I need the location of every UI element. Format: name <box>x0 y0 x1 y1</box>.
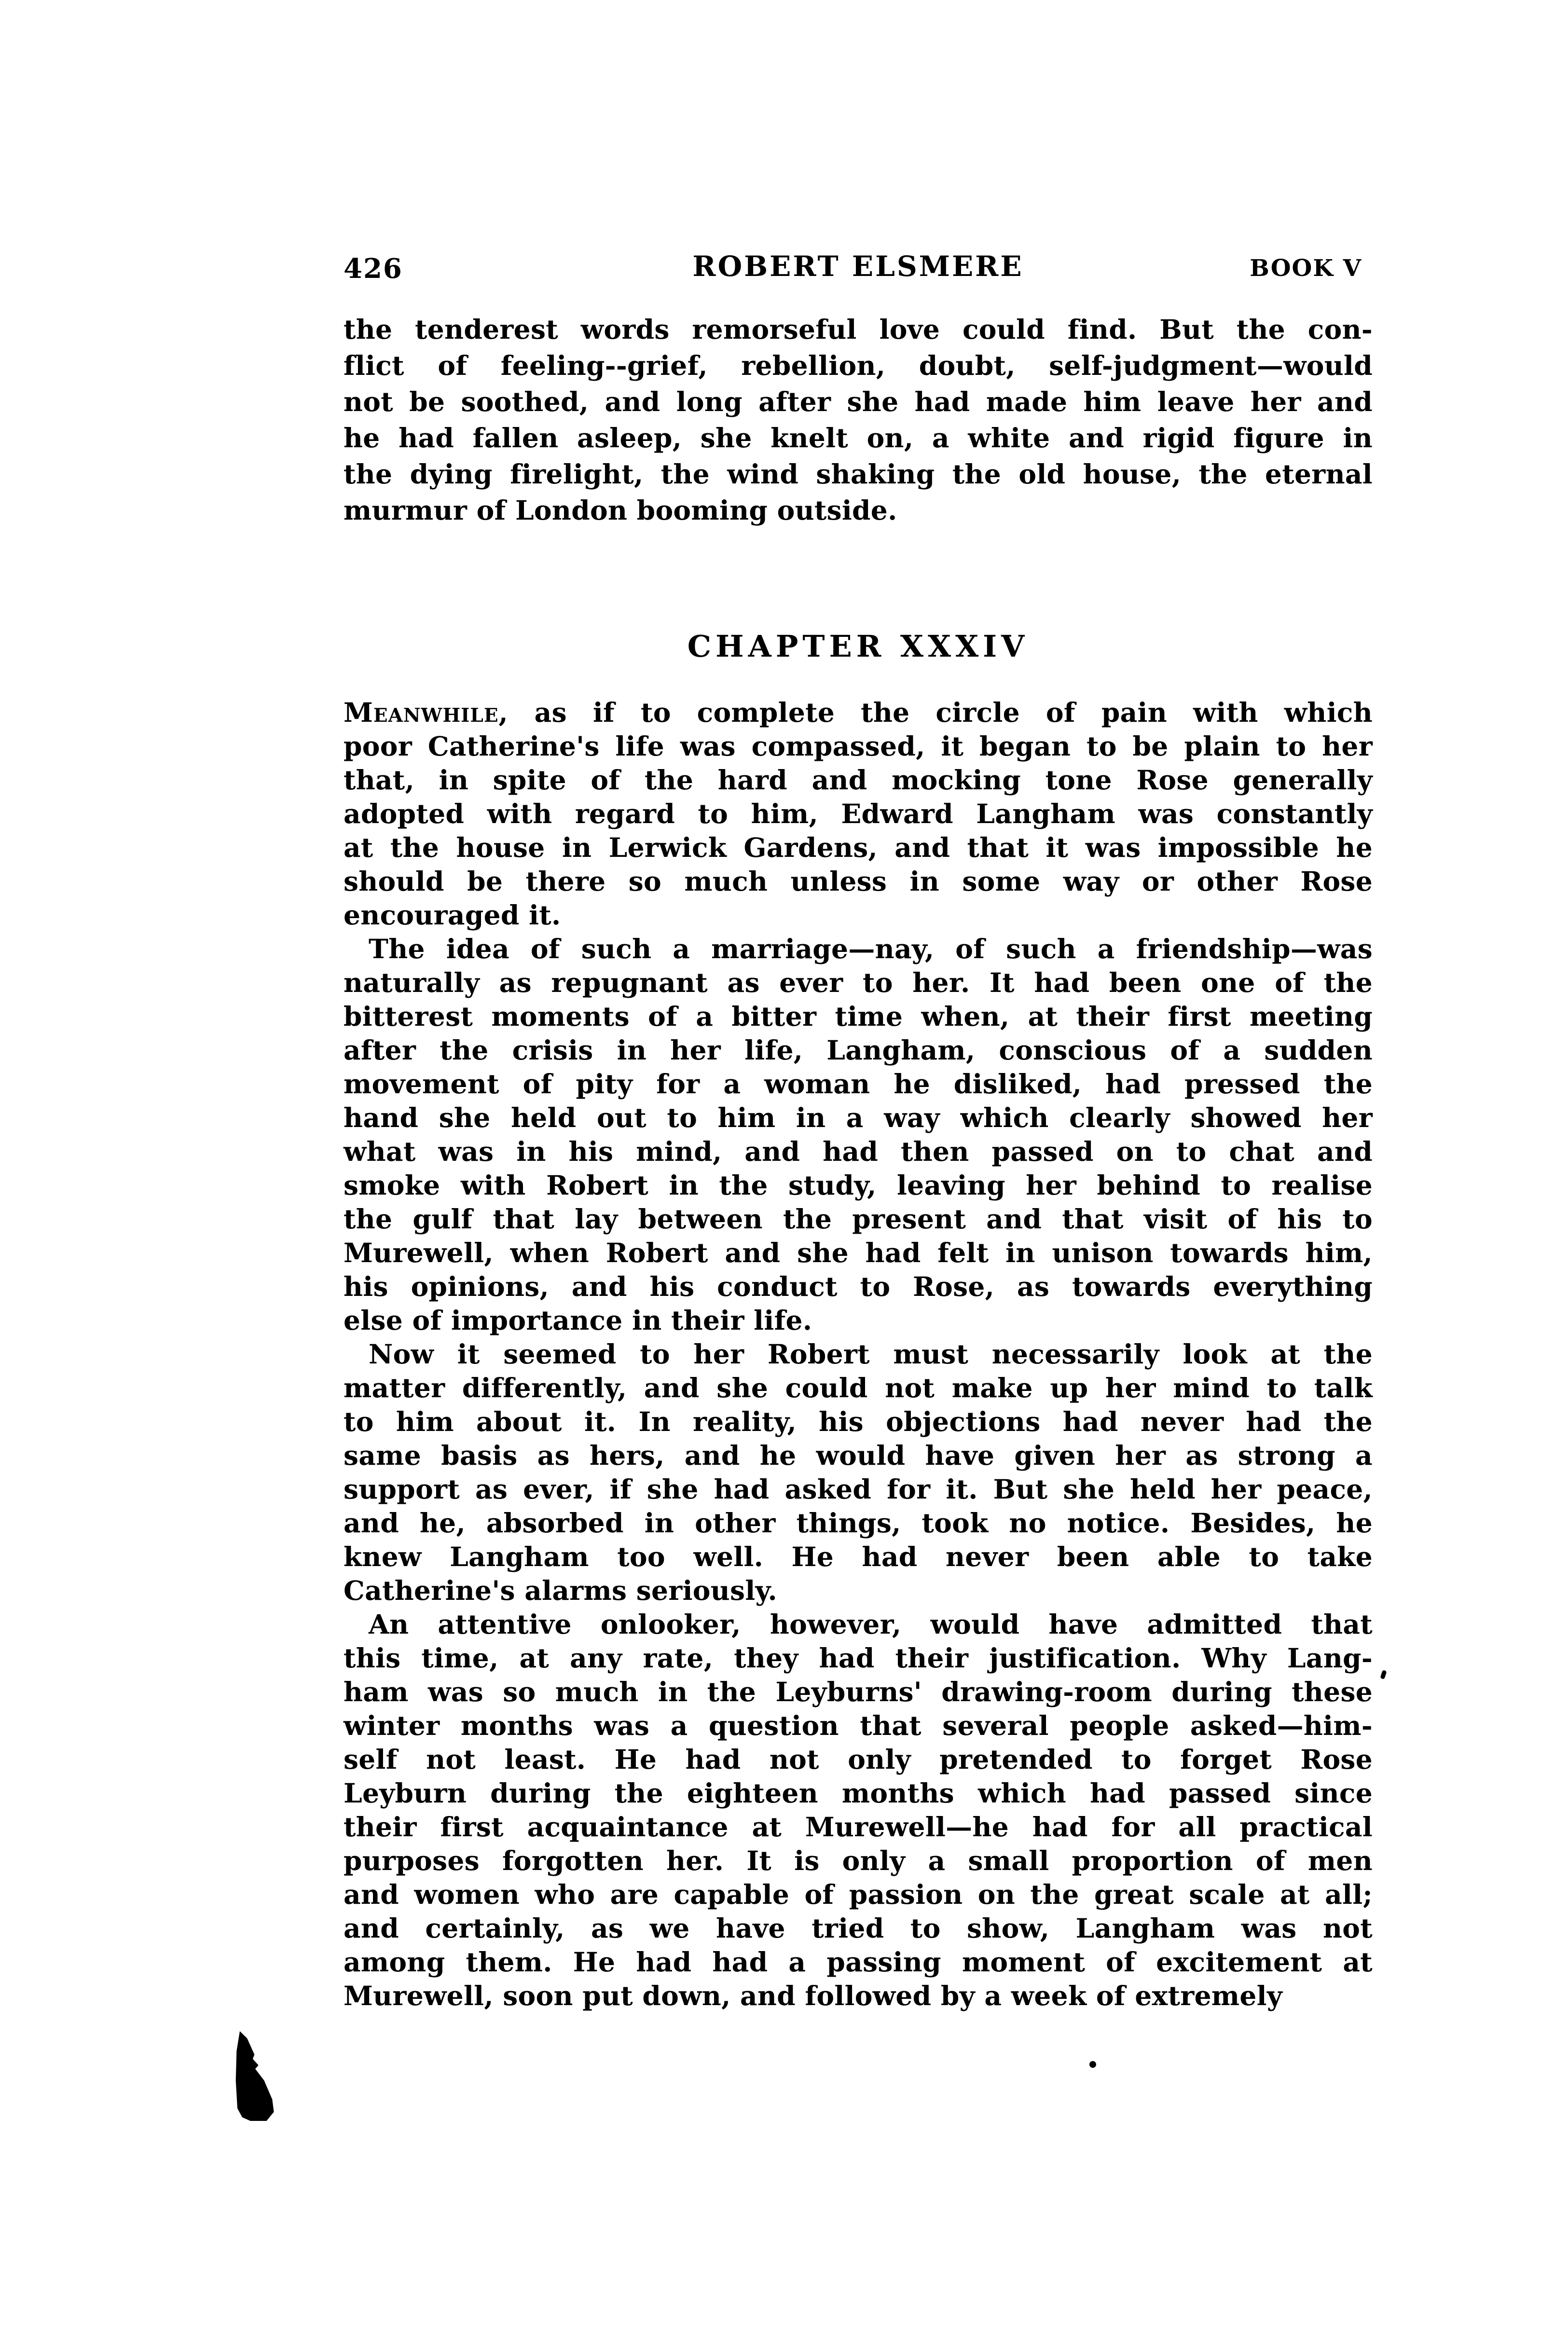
text-line: knew Langham too well. He had never been able to take <box>344 1541 1373 1572</box>
text-line: matter differently, and she could not make up her mind to talk <box>344 1372 1373 1403</box>
text-line: this time, at any rate, they had their justification. Why Lang- <box>344 1642 1373 1674</box>
text-line: the tenderest words remorseful love could find. But the con- <box>344 314 1373 345</box>
text-line: ham was so much in the Leyburns' drawing-room during these <box>344 1676 1373 1707</box>
text-line: encouraged it. <box>344 899 561 931</box>
paragraph <box>344 1608 1373 2013</box>
text-line: poor Catherine's life was compassed, it began to be plain to her <box>344 730 1373 762</box>
text-line: Now it seemed to her Robert must necessarily look at the <box>369 1338 1373 1370</box>
text-line: what was in his mind, and had then passed on to chat and <box>344 1136 1373 1167</box>
running-header <box>344 250 1373 285</box>
text-line: should be there so much unless in some way or other Rose <box>344 866 1373 897</box>
text-line: among them. He had had a passing moment of excitement at <box>344 1946 1373 1978</box>
text-block <box>344 311 1373 2013</box>
text-line: Leyburn during the eighteen months which had passed since <box>344 1777 1373 1809</box>
text-line: support as ever, if she had asked for it. But she held her peace, <box>344 1473 1373 1505</box>
text-line: bitterest moments of a bitter time when, at their first meeting <box>344 1001 1373 1032</box>
text-line: that, in spite of the hard and mocking tone Rose generally <box>344 764 1373 796</box>
text-line: not be soothed, and long after she had made him leave her and <box>344 386 1373 417</box>
text-line: Murewell, soon put down, and followed by a week of extremely <box>344 1980 1283 2011</box>
text-line: self not least. He had not only pretended to forget Rose <box>344 1744 1373 1775</box>
text-line: to him about it. In reality, his objections had never had the <box>344 1406 1373 1437</box>
paragraph <box>344 932 1373 1337</box>
text-line: The idea of such a marriage—nay, of such a friendship—was <box>369 933 1373 964</box>
text-line: Murewell, when Robert and she had felt in unison towards him, <box>344 1237 1373 1268</box>
text-line: and women who are capable of passion on the great scale at all; <box>344 1879 1373 1910</box>
text-line: hand she held out to him in a way which clearly showed her <box>344 1102 1373 1133</box>
text-line: else of importance in their life. <box>344 1305 812 1336</box>
ink-mark <box>1380 1670 1387 1679</box>
page-number: 426 <box>344 253 403 285</box>
paragraph <box>344 1337 1373 1608</box>
ink-speck <box>1089 2061 1096 2068</box>
text-line: smoke with Robert in the study, leaving her behind to realise <box>344 1169 1373 1201</box>
header-book-label: BOOK V <box>1250 255 1362 282</box>
text-line: he had fallen asleep, she knelt on, a white and rigid figure in <box>344 422 1373 454</box>
text-line: winter months was a question that several people asked—him- <box>344 1710 1373 1741</box>
paragraph <box>344 311 1373 528</box>
text-line: Catherine's alarms seriously. <box>344 1575 777 1606</box>
ink-blot <box>235 2031 275 2121</box>
text-line: and certainly, as we have tried to show, Langham was not <box>344 1912 1373 1944</box>
text-line: movement of pity for a woman he disliked, had pressed the <box>344 1068 1373 1100</box>
text-line: murmur of London booming outside. <box>344 495 897 526</box>
text-line: their first acquaintance at Murewell—he had for all practical <box>344 1811 1373 1843</box>
text-line: An attentive onlooker, however, would have admitted that <box>369 1609 1373 1640</box>
text-line: after the crisis in her life, Langham, conscious of a sudden <box>344 1034 1373 1066</box>
text-line: adopted with regard to him, Edward Langham was constantly <box>344 798 1373 829</box>
text-line: the gulf that lay between the present and that visit of his to <box>344 1203 1373 1235</box>
text-line: flict of feeling--grief, rebellion, doubt, self-judgment—would <box>344 350 1373 381</box>
smallcaps-lead: Meanwhile, <box>344 697 509 728</box>
text-line: his opinions, and his conduct to Rose, as towards everything <box>344 1271 1373 1302</box>
text-line <box>344 696 1373 729</box>
paragraph <box>344 696 1373 932</box>
text-line: naturally as repugnant as ever to her. It had been one of the <box>344 967 1373 998</box>
text-line: and he, absorbed in other things, took no notice. Besides, he <box>344 1507 1373 1539</box>
chapter-heading: CHAPTER XXXIV <box>687 629 1029 664</box>
text-line: purposes forgotten her. It is only a small proportion of men <box>344 1845 1373 1876</box>
text-line: at the house in Lerwick Gardens, and that it was impossible he <box>344 832 1373 863</box>
line-rest: as if to complete the circle of pain with which <box>508 697 1373 728</box>
header-title: ROBERT ELSMERE <box>692 250 1024 283</box>
text-line: the dying firelight, the wind shaking the old house, the eternal <box>344 458 1373 490</box>
text-line: same basis as hers, and he would have given her as strong a <box>344 1440 1373 1471</box>
